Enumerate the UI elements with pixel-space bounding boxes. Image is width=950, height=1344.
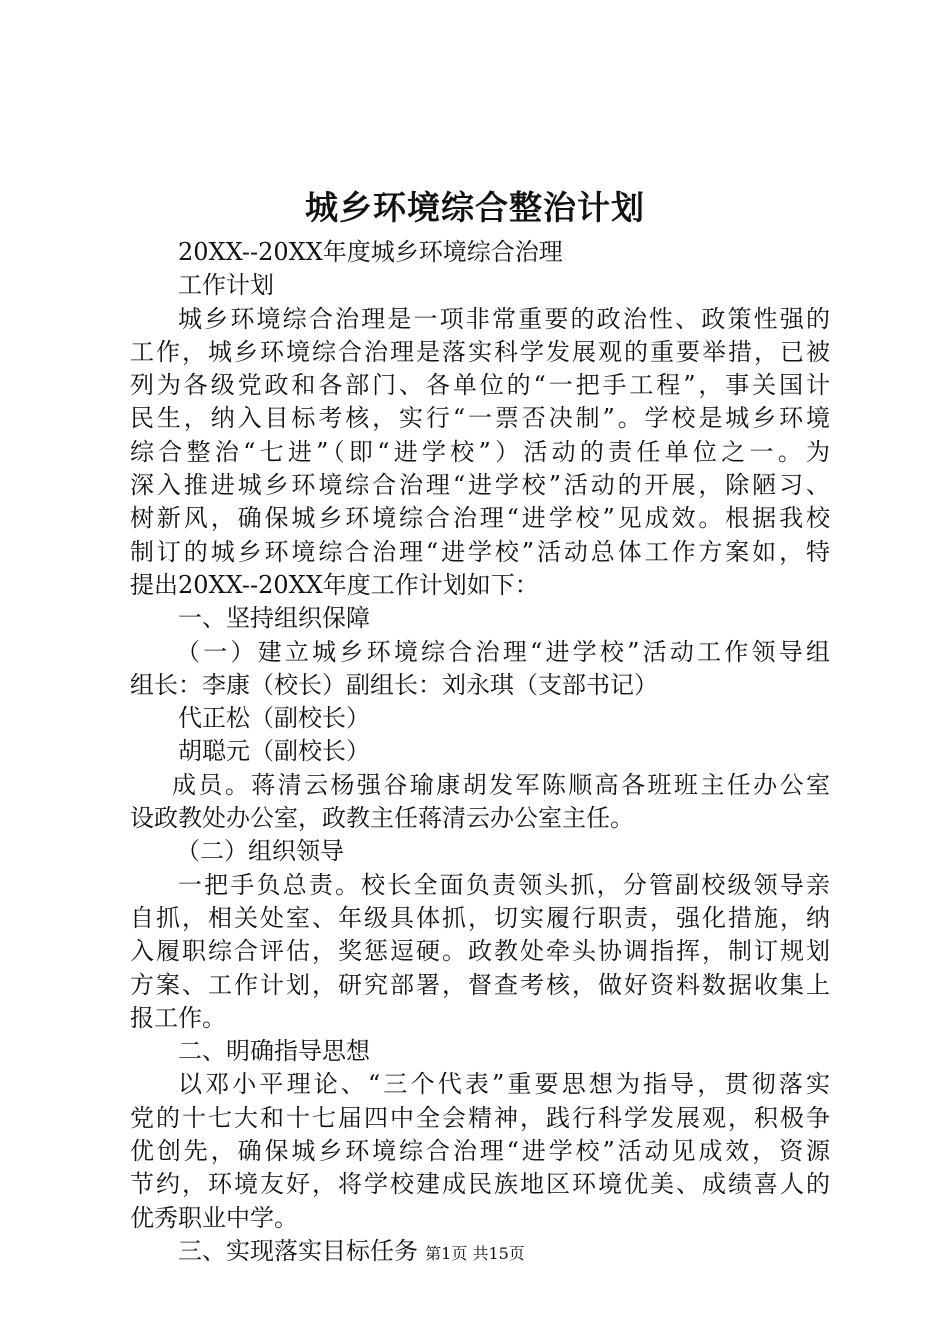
body-line: 方案、工作计划，研究部署，督查考核，做好资料数据收集上 [130, 970, 830, 999]
body-line: 工作计划 [178, 271, 274, 300]
body-line: 一把手负总责。校长全面负责领头抓，分管副校级领导亲 [178, 870, 830, 899]
body-line: 以邓小平理论、“三个代表”重要思想为指导，贯彻落实 [178, 1070, 830, 1099]
body-line: 优创先，确保城乡环境综合治理“进学校”活动见成效，资源 [130, 1137, 830, 1166]
body-line: 优秀职业中学。 [130, 1203, 298, 1232]
body-line: 组长：李康（校长）副组长：刘永琪（支部书记） [130, 670, 658, 699]
page-footer: 第1页 共15页 [425, 1244, 525, 1263]
section-heading: 一、坚持组织保障 [178, 604, 370, 633]
body-line: 成员。蒋清云杨强谷瑜康胡发军陈顺高各班班主任办公室 [172, 770, 830, 799]
body-line: 树新风，确保城乡环境综合治理“进学校”见成效。根据我校 [130, 504, 830, 533]
body-line: 胡聪元（副校长） [178, 737, 370, 766]
body-line: 代正松（副校长） [178, 704, 370, 733]
subsection-heading: （二）组织领导 [176, 837, 344, 866]
body-line: 提出20XX--20XX年度工作计划如下： [130, 570, 539, 599]
section-heading: 三、实现落实目标任务 [178, 1236, 418, 1265]
subsection-heading: （一）建立城乡环境综合治理“进学校”活动工作领导组 [176, 637, 830, 666]
document-title: 城乡环境综合整治计划 [305, 188, 645, 227]
section-heading: 二、明确指导思想 [178, 1037, 370, 1066]
body-line: 入履职综合评估，奖惩逗硬。政教处牵头协调指挥，制订规划 [130, 937, 830, 966]
document-body [130, 236, 830, 1268]
body-line: 自抓，相关处室、年级具体抓，切实履行职责，强化措施，纳 [130, 903, 830, 932]
body-line: 深入推进城乡环境综合治理“进学校”活动的开展，除陋习、 [130, 471, 830, 500]
body-line: 20XX--20XX年度城乡环境综合治理 [178, 238, 563, 266]
body-line: 党的十七大和十七届四中全会精神，践行科学发展观，积极争 [130, 1103, 830, 1132]
body-line: 报工作。 [130, 1003, 226, 1032]
body-line: 列为各级党政和各部门、各单位的“一把手工程”，事关国计 [130, 371, 830, 400]
body-line: 城乡环境综合治理是一项非常重要的政治性、政策性强的 [178, 304, 830, 333]
body-line: 制订的城乡环境综合治理“进学校”活动总体工作方案如，特 [130, 537, 830, 566]
body-line: 综合整治“七进”（即“进学校”）活动的责任单位之一。为 [130, 437, 830, 466]
body-line: 民生，纳入目标考核，实行“一票否决制”。学校是城乡环境 [130, 404, 830, 433]
body-line: 设政教处办公室，政教主任蒋清云办公室主任。 [130, 804, 634, 833]
body-line: 工作，城乡环境综合治理是落实科学发展观的重要举措，已被 [130, 337, 830, 366]
body-line: 节约，环境友好，将学校建成民族地区环境优美、成绩喜人的 [130, 1170, 830, 1199]
